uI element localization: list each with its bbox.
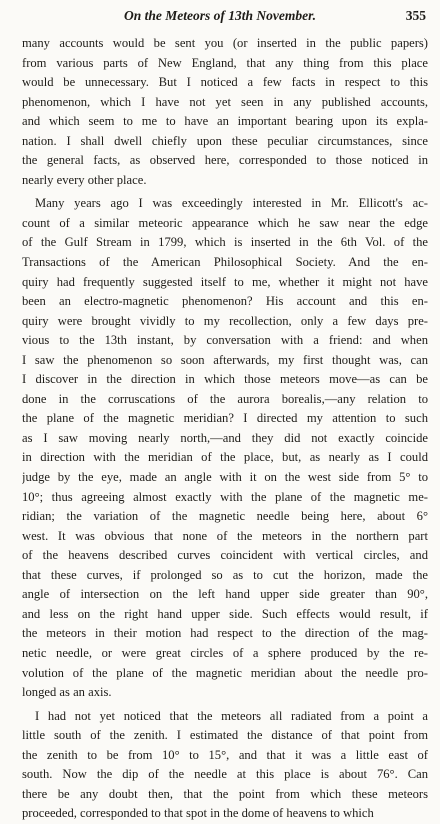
text-line: south. Now the dip of the needle at this place is about 76°. Can [22,767,428,782]
text-line: quiry were brought vividly to my recollection, only a few days pre- [22,313,428,328]
paragraph [22,34,428,190]
text-line: phenomenon, which I have not yet seen in any published accounts, [22,94,428,109]
text-line: there be any doubt then, that the point from which these meteors [22,786,428,801]
text-line: angle of intersection on the left hand upper side greater than 90°, [22,587,428,602]
text-line: I had not yet noticed that the meteors all radiated from a point a [35,708,428,723]
text-line: Transactions of the American Philosophical Society. And the en- [22,255,428,270]
paragraph [22,194,428,702]
text-line: and less on the right hand upper side. Such effects would result, if [22,606,428,621]
text-line: nearly every other place. [22,172,147,187]
text-line: would be unnecessary. But I noticed a few facts in respect to this [22,75,428,90]
text-line: from various parts of New England, that any thing from this place [22,55,428,70]
text-line: west. It was obvious that none of the meteors in the northern part [22,528,428,543]
text-line: and which seem to me to have an important bearing upon its expla- [22,114,428,129]
text-line: ridian; the variation of the magnetic needle being here, about 6° [22,509,428,524]
text-line: that these curves, if prolonged so as to cut the horizon, made the [22,567,428,582]
text-line: the plane of the magnetic meridian? I directed my attention to such [22,411,428,426]
text-line: little south of the zenith. I estimated the distance of that point from [22,728,428,743]
text-line: 10°; thus agreeing almost exactly with the plane of the magnetic me- [22,489,428,504]
text-line: I discover in the direction in which those meteors move—as can be [22,372,428,387]
text-line: longed as an axis. [22,685,112,700]
text-line: done in the corruscations of the aurora borealis,—any relation to [22,391,428,406]
text-line: vious to the 13th instant, by conversation with a friend: and when [22,333,428,348]
page-number: 355 [405,8,426,23]
text-line: proceeded, corresponded to that spot in the dome of heavens to which [22,806,374,821]
text-line: the meteors in their motion had respect to the direction of the mag- [22,626,428,641]
text-line: the general facts, as observed here, corresponded to those noticed in [22,153,428,168]
text-line: netic needle, or were great circles of a sphere produced by the re- [22,645,428,660]
text-line: in direction with the meridian of the place, but, as nearly as I could [22,450,428,465]
paragraph [22,707,428,824]
text-line: judge by the eye, made an angle with it on the west side from 5° to [22,470,428,485]
text-line: nation. I shall dwell chiefly upon these peculiar circumstances, since [22,133,428,148]
page-body [22,34,428,824]
text-line: of the Gulf Stream in 1799, which is inserted in the 6th Vol. of the [22,235,428,250]
text-line: quiry had frequently suggested itself to me, whether it might not have [22,274,428,289]
text-line: been an electro-magnetic phenomenon? His account and this en- [22,294,428,309]
text-line: as I saw moving nearly north,—and they did not exactly coincide [22,430,428,445]
text-line: the zenith to be from 10° to 15°, and that it was a little east of [22,747,428,762]
text-line: I saw the phenomenon so soon afterwards, my first thought was, can [22,352,428,367]
text-line: of the heavens described curves coincident with vertical circles, and [22,548,428,563]
page-header [0,8,440,30]
text-line: volution of the plane of the magnetic meridian about the needle pro- [22,665,428,680]
running-title: On the Meteors of 13th November. [124,8,316,23]
text-line: count of a similar meteoric appearance which he saw near the edge [22,215,428,230]
text-line: many accounts would be sent you (or inserted in the public papers) [22,36,428,50]
text-line: Many years ago I was exceedingly interested in Mr. Ellicott's ac- [35,196,428,211]
